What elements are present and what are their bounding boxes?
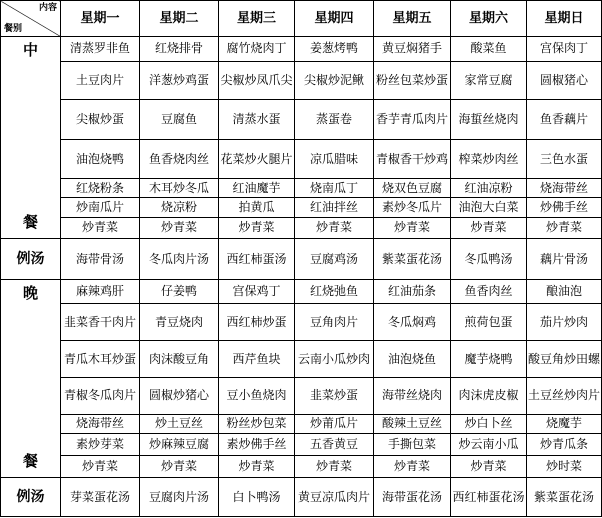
dish-cell: 三色水蛋 — [527, 140, 602, 179]
dish-cell: 木耳炒冬瓜 — [140, 178, 219, 197]
dish-cell: 花菜炒火腿片 — [219, 140, 295, 179]
dish-cell: 魔芋烧鸭 — [451, 341, 527, 378]
dish-cell: 清蒸罗非鱼 — [61, 37, 140, 62]
day-header: 星期四 — [295, 1, 374, 37]
dish-cell: 腐竹烧肉丁 — [219, 37, 295, 62]
lunch-label-top: 中 — [22, 41, 38, 59]
day-header: 星期六 — [451, 1, 527, 37]
dish-cell: 凉瓜腊味 — [295, 140, 374, 179]
soup-row — [1, 239, 602, 280]
table-row — [1, 178, 602, 197]
dish-cell: 红烧弛鱼 — [295, 279, 374, 304]
corner-label-content: 内容 — [38, 3, 57, 13]
soup-cell: 藕片骨汤 — [527, 239, 602, 280]
dish-cell: 西芹鱼块 — [219, 341, 295, 378]
lunch-label-cell — [1, 37, 61, 239]
dish-cell: 酸辣土豆丝 — [374, 414, 451, 433]
dish-cell: 家常豆腐 — [451, 61, 527, 100]
dish-cell: 海带丝烧肉 — [374, 378, 451, 415]
soup-cell: 紫菜蛋花汤 — [374, 239, 451, 280]
dish-cell: 炒青菜 — [219, 217, 295, 238]
day-header: 星期三 — [219, 1, 295, 37]
dish-cell: 青椒冬瓜肉片 — [61, 378, 140, 415]
dish-cell: 姜葱烤鸭 — [295, 37, 374, 62]
dish-cell: 土豆肉片 — [61, 61, 140, 100]
dish-cell: 酸豆角炒田螺 — [527, 341, 602, 378]
dish-cell: 烧双色豆腐 — [374, 178, 451, 197]
dish-cell: 炒青菜 — [295, 455, 374, 477]
dish-cell: 红烧排骨 — [140, 37, 219, 62]
dish-cell: 炒云南小瓜 — [451, 434, 527, 455]
soup-cell: 黄豆凉瓜肉片 — [295, 478, 374, 517]
dish-cell: 肉沫酸豆角 — [140, 341, 219, 378]
dish-cell: 炒莆瓜片 — [295, 414, 374, 433]
dish-cell: 炒青菜 — [451, 217, 527, 238]
dish-cell: 炒青菜 — [295, 217, 374, 238]
dish-cell: 豆腐鱼 — [140, 100, 219, 140]
soup-cell: 冬瓜鸭汤 — [451, 239, 527, 280]
dish-cell: 鱼香烧肉丝 — [140, 140, 219, 179]
dish-cell: 炒南瓜片 — [61, 198, 140, 217]
soup-cell: 白卜鸭汤 — [219, 478, 295, 517]
dish-cell: 榨菜炒肉丝 — [451, 140, 527, 179]
table-row — [1, 100, 602, 140]
dish-cell: 酿油泡 — [527, 279, 602, 304]
dinner-label-cell — [1, 279, 61, 477]
dish-cell: 圆椒猪心 — [527, 61, 602, 100]
soup-cell: 冬瓜肉片汤 — [140, 239, 219, 280]
day-header: 星期日 — [527, 1, 602, 37]
soup-row — [1, 478, 602, 517]
dish-cell: 土豆丝炒肉片 — [527, 378, 602, 415]
table-row — [1, 455, 602, 477]
dish-cell: 炒青菜 — [219, 455, 295, 477]
dish-cell: 炒青菜 — [140, 455, 219, 477]
soup-cell: 海带骨汤 — [61, 239, 140, 280]
dish-cell: 红油凉粉 — [451, 178, 527, 197]
dish-cell: 茄片炒肉 — [527, 304, 602, 341]
dish-cell: 尖椒炒泥鳅 — [295, 61, 374, 100]
dish-cell: 红烧粉条 — [61, 178, 140, 197]
dish-cell: 油泡大白菜 — [451, 198, 527, 217]
dish-cell: 素炒冬瓜片 — [374, 198, 451, 217]
dish-cell: 拍黄瓜 — [219, 198, 295, 217]
dinner-soup-label: 例汤 — [1, 478, 61, 517]
dish-cell: 炒白卜丝 — [451, 414, 527, 433]
dish-cell: 炒青菜 — [61, 455, 140, 477]
dish-cell: 洋葱炒鸡蛋 — [140, 61, 219, 100]
dish-cell: 手撕包菜 — [374, 434, 451, 455]
dish-cell: 素炒佛手丝 — [219, 434, 295, 455]
dish-cell: 豆小鱼烧肉 — [219, 378, 295, 415]
table-row — [1, 61, 602, 100]
dish-cell: 麻辣鸡肝 — [61, 279, 140, 304]
lunch-label-bottom: 餐 — [22, 213, 38, 232]
corner-header-cell — [1, 1, 61, 37]
dish-cell: 青椒香干炒鸡 — [374, 140, 451, 179]
dish-cell: 炒青菜 — [374, 217, 451, 238]
dish-cell: 清蒸水蛋 — [219, 100, 295, 140]
dish-cell: 炒青菜 — [374, 455, 451, 477]
soup-cell: 西红柿蛋花汤 — [451, 478, 527, 517]
dish-cell: 炒时菜 — [527, 455, 602, 477]
table-row — [1, 140, 602, 179]
dish-cell: 韭菜炒蛋 — [295, 378, 374, 415]
soup-cell: 豆腐肉片汤 — [140, 478, 219, 517]
soup-cell: 芽菜蛋花汤 — [61, 478, 140, 517]
dish-cell: 鱼香藕片 — [527, 100, 602, 140]
day-header: 星期一 — [61, 1, 140, 37]
dish-cell: 炒青菜 — [61, 217, 140, 238]
dinner-label-top: 晚 — [22, 283, 38, 302]
dish-cell: 云南小瓜炒肉 — [295, 341, 374, 378]
dish-cell: 五香黄豆 — [295, 434, 374, 455]
dish-cell: 油泡烧鸭 — [61, 140, 140, 179]
dish-cell: 红油拌丝 — [295, 198, 374, 217]
dish-cell: 炒青菜 — [140, 217, 219, 238]
corner-label-meal: 餐别 — [4, 24, 23, 34]
dish-cell: 尖椒炒蛋 — [61, 100, 140, 140]
table-row — [1, 304, 602, 341]
dish-cell: 冬瓜焖鸡 — [374, 304, 451, 341]
dish-cell: 韭菜香干肉片 — [61, 304, 140, 341]
dish-cell: 西红柿炒蛋 — [219, 304, 295, 341]
dish-cell: 圆椒炒猪心 — [140, 378, 219, 415]
dish-cell: 炒青瓜条 — [527, 434, 602, 455]
table-row — [1, 198, 602, 217]
dish-cell: 青瓜木耳炒蛋 — [61, 341, 140, 378]
dish-cell: 红油茄条 — [374, 279, 451, 304]
table-row — [1, 434, 602, 455]
dish-cell: 蒸蛋卷 — [295, 100, 374, 140]
dish-cell: 仔姜鸭 — [140, 279, 219, 304]
soup-cell: 西红柿蛋汤 — [219, 239, 295, 280]
dish-cell: 红油魔芋 — [219, 178, 295, 197]
dish-cell: 烧海带丝 — [527, 178, 602, 197]
dish-cell: 肉沫虎皮椒 — [451, 378, 527, 415]
dish-cell: 烧凉粉 — [140, 198, 219, 217]
dish-cell: 香芋青瓜肉片 — [374, 100, 451, 140]
table-row — [1, 414, 602, 433]
soup-cell: 豆腐鸡汤 — [295, 239, 374, 280]
dish-cell: 烧魔芋 — [527, 414, 602, 433]
dish-cell: 酸菜鱼 — [451, 37, 527, 62]
soup-cell: 海带蛋花汤 — [374, 478, 451, 517]
dish-cell: 素炒芽菜 — [61, 434, 140, 455]
dish-cell: 炒青菜 — [527, 217, 602, 238]
dish-cell: 尖椒炒凤爪尖 — [219, 61, 295, 100]
table-row — [1, 378, 602, 415]
dish-cell: 粉丝包菜炒蛋 — [374, 61, 451, 100]
dish-cell: 豆角肉片 — [295, 304, 374, 341]
lunch-soup-label: 例汤 — [1, 239, 61, 280]
table-row — [1, 279, 602, 304]
day-header: 星期二 — [140, 1, 219, 37]
dish-cell: 粉丝炒包菜 — [219, 414, 295, 433]
dish-cell: 炒麻辣豆腐 — [140, 434, 219, 455]
dish-cell: 炒青菜 — [451, 455, 527, 477]
header-row — [1, 1, 602, 37]
dish-cell: 黄豆焖猪手 — [374, 37, 451, 62]
dish-cell: 烧南瓜丁 — [295, 178, 374, 197]
soup-cell: 紫菜蛋花汤 — [527, 478, 602, 517]
table-row — [1, 341, 602, 378]
dinner-label-bottom: 餐 — [22, 452, 38, 471]
table-row — [1, 217, 602, 238]
dish-cell: 海蜇丝烧肉 — [451, 100, 527, 140]
dish-cell: 炒土豆丝 — [140, 414, 219, 433]
dish-cell: 宫保鸡丁 — [219, 279, 295, 304]
dish-cell: 油泡烧鱼 — [374, 341, 451, 378]
dish-cell: 宫保肉丁 — [527, 37, 602, 62]
dish-cell: 鱼香肉丝 — [451, 279, 527, 304]
dish-cell: 煎荷包蛋 — [451, 304, 527, 341]
dish-cell: 烧海带丝 — [61, 414, 140, 433]
day-header: 星期五 — [374, 1, 451, 37]
table-row — [1, 37, 602, 62]
dish-cell: 炒佛手丝 — [527, 198, 602, 217]
dish-cell: 青豆烧肉 — [140, 304, 219, 341]
